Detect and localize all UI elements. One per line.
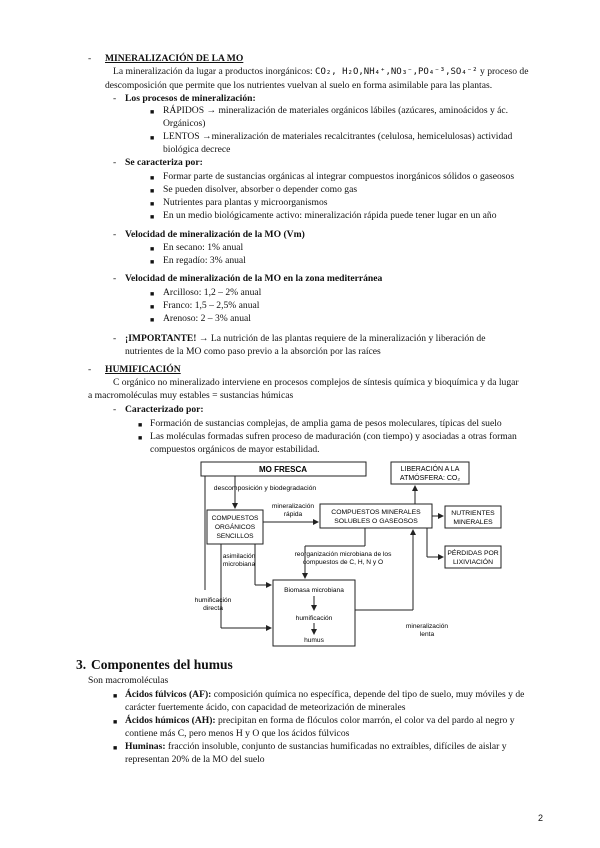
label-compuestos-org-2: ORGÁNICOS [214, 524, 256, 531]
label-perdidas-1: PÉRDIDAS POR [447, 550, 499, 557]
caracterizado-item-1: Formación de sustancias complejas, de amplia gama de pesos moleculares, típicas del suelo [150, 418, 502, 429]
label-microbiana: microbiana [222, 561, 256, 568]
label-compuestos-org-3: SENCILLOS [216, 533, 254, 540]
section-heading-mineralizacion: MINERALIZACIÓN DE LA MO [105, 53, 244, 64]
caracteriza-item-4: En un medio biológicamente activo: mineralización rápida puede tener lugar en un año [163, 210, 497, 221]
list-dash: - [88, 364, 92, 375]
ah-line1 [125, 715, 515, 728]
label-min-lenta-1: mineralización [405, 623, 449, 630]
caracterizado-item-2a: Las moléculas formadas sufren proceso de maduración (con tiempo) y asociadas a otras forman [150, 431, 517, 442]
label-liberacion-1: LIBERACIÓN A LA [400, 466, 460, 473]
bullet-square: ■ [113, 692, 118, 700]
huminas-line2: representan 20% de la MO del suelo [125, 754, 265, 765]
bullet-square: ■ [150, 245, 155, 253]
intro-text-end: y proceso de [477, 66, 529, 77]
caracteriza-item-2: Se pueden disolver, absorber o depender como gas [163, 184, 358, 195]
label-perdidas-2: LIXIVIACIÓN [452, 559, 494, 566]
procesos-title: Los procesos de mineralización: [125, 93, 256, 104]
label-humif-directa-1: humificación [195, 597, 232, 604]
ah-line2: contiene más C, pero menos H y O que los ácidos fúlvicos [125, 728, 350, 739]
label-compuestos-min-2: SOLUBLES O GASEOSOS [334, 518, 418, 525]
section-number: 3. [76, 657, 87, 672]
bullet-square: ■ [150, 213, 155, 221]
caracteriza-title: Se caracteriza por: [125, 157, 203, 168]
label-mineralizacion: mineralización [271, 503, 315, 510]
af-label: Ácidos fúlvicos (AF): [125, 689, 212, 700]
rapidos-line1: RÁPIDOS → mineralización de materiales orgánicos lábiles (azúcares, aminoácidos y ác. [163, 105, 509, 116]
label-liberacion-2: ATMÓSFERA: CO₂ [399, 475, 461, 482]
bullet-square: ■ [150, 303, 155, 311]
mediterranea-item-1: Arcilloso: 1,2 – 2% anual [163, 287, 262, 298]
af-text: composición química no específica, depende del tipo de suelo, muy móviles y de [211, 689, 525, 700]
bullet-square: ■ [150, 108, 155, 116]
bullet-square: ■ [150, 290, 155, 298]
ah-text: precipitan en forma de flóculos color marrón, el color va del pardo al negro y [215, 715, 515, 726]
label-humus: humus [304, 637, 324, 644]
velocidad-title: Velocidad de mineralización de la MO (Vm) [125, 229, 305, 240]
velocidad-item-1: En secano: 1% anual [163, 242, 244, 253]
label-reorganizacion-2: compuestos de C, H, N y O [302, 559, 384, 566]
huminas-text: fracción insoluble, conjunto de sustancias humificadas no extraíbles, difíciles de aislar y [165, 741, 507, 752]
huminas-label: Huminas: [125, 741, 166, 752]
rapidos-line2: Orgánicos) [163, 118, 206, 129]
bullet-square: ■ [150, 134, 155, 142]
importante-line1 [125, 333, 485, 346]
importante-line2: nutrientes de la MO como paso previo a la absorción por las raíces [125, 346, 381, 357]
list-dash: - [113, 404, 117, 415]
bullet-square: ■ [113, 744, 118, 752]
list-dash: - [113, 93, 117, 104]
af-line2: carácter fuertemente ácido, con capacidad de meteorización de minerales [125, 702, 406, 713]
page-number: 2 [538, 813, 544, 823]
list-dash: - [88, 53, 92, 64]
importante-label: ¡IMPORTANTE! [125, 333, 197, 344]
list-dash: - [113, 333, 117, 344]
bullet-square: ■ [150, 258, 155, 266]
list-dash: - [113, 229, 117, 240]
section-title-componentes: Componentes del humus [91, 657, 233, 672]
label-compuestos-org-1: COMPUESTOS [211, 515, 259, 522]
caracterizado-item-2b: compuestos orgánicos de mayor estabilidad. [150, 444, 320, 455]
label-asimilacion: asimilación [222, 553, 256, 560]
componentes-intro: Son macromoléculas [88, 675, 169, 686]
bullet-square: ■ [113, 718, 118, 726]
bullet-square: ■ [150, 316, 155, 324]
mediterranea-title: Velocidad de mineralización de la MO en la zona mediterránea [125, 273, 383, 284]
mediterranea-item-3: Arenoso: 2 – 3% anual [163, 313, 251, 324]
bullet-square: ■ [150, 187, 155, 195]
bullet-square: ■ [150, 200, 155, 208]
lentos-line2: biológica decrece [163, 144, 231, 155]
mediterranea-item-2: Franco: 1,5 – 2,5% anual [163, 300, 260, 311]
bullet-square: ■ [138, 434, 143, 442]
label-nutrientes-2: MINERALES [453, 519, 493, 526]
bullet-square: ■ [138, 421, 143, 429]
caracteriza-item-1: Formar parte de sustancias orgánicas al integrar compuestos inorgánicos sólidos o gaseosos [163, 171, 515, 182]
label-compuestos-min-1: COMPUESTOS MINERALES [331, 509, 421, 516]
list-dash: - [113, 157, 117, 168]
label-biomasa: Biomasa microbiana [284, 587, 344, 594]
bullet-square: ■ [150, 174, 155, 182]
section-heading-humificacion: HUMIFICACIÓN [105, 364, 181, 375]
caracterizado-title: Caracterizado por: [125, 404, 204, 415]
humificacion-line1: C orgánico no mineralizado interviene en procesos complejos de síntesis química y bioquímica y da lugar [113, 377, 519, 388]
mo-cycle-diagram [195, 460, 507, 660]
intro-line2: descomposición que permite que los nutrientes vuelvan al suelo en forma asimilable para las plantas. [105, 80, 493, 91]
label-descomposicion: descomposición y biodegradación [213, 485, 317, 492]
huminas-line1 [125, 741, 507, 754]
importante-text: → La nutrición de las plantas requiere de la mineralización y liberación de [196, 333, 486, 344]
label-humif-directa-2: directa [203, 605, 223, 612]
label-mo-fresca: MO FRESCA [259, 465, 307, 474]
label-reorganizacion-1: reorganización microbiana de los [294, 551, 392, 558]
velocidad-item-2: En regadío: 3% anual [163, 255, 246, 266]
label-humificacion: humificación [295, 615, 333, 622]
list-dash: - [113, 273, 117, 284]
af-line1 [125, 689, 524, 702]
caracteriza-item-3: Nutrientes para plantas y microorganismos [163, 197, 328, 208]
mineralizacion-intro [105, 66, 545, 79]
intro-text: La mineralización da lugar a productos inorgánicos: [113, 66, 316, 77]
label-min-lenta-2: lenta [419, 631, 435, 638]
label-rapida: rápida [283, 511, 303, 518]
ah-label: Ácidos húmicos (AH): [125, 715, 216, 726]
label-nutrientes-1: NUTRIENTES [451, 510, 495, 517]
inorganic-formula: CO₂, H₂O,NH₄⁺,NO₃⁻,PO₄⁻³,SO₄⁻² [315, 67, 478, 77]
humificacion-line2: a macromoléculas muy estables = sustancias húmicas [88, 390, 294, 401]
lentos-line1: LENTOS →mineralización de materiales recalcitrantes (celulosa, hemicelulosas) actividad [163, 131, 513, 142]
